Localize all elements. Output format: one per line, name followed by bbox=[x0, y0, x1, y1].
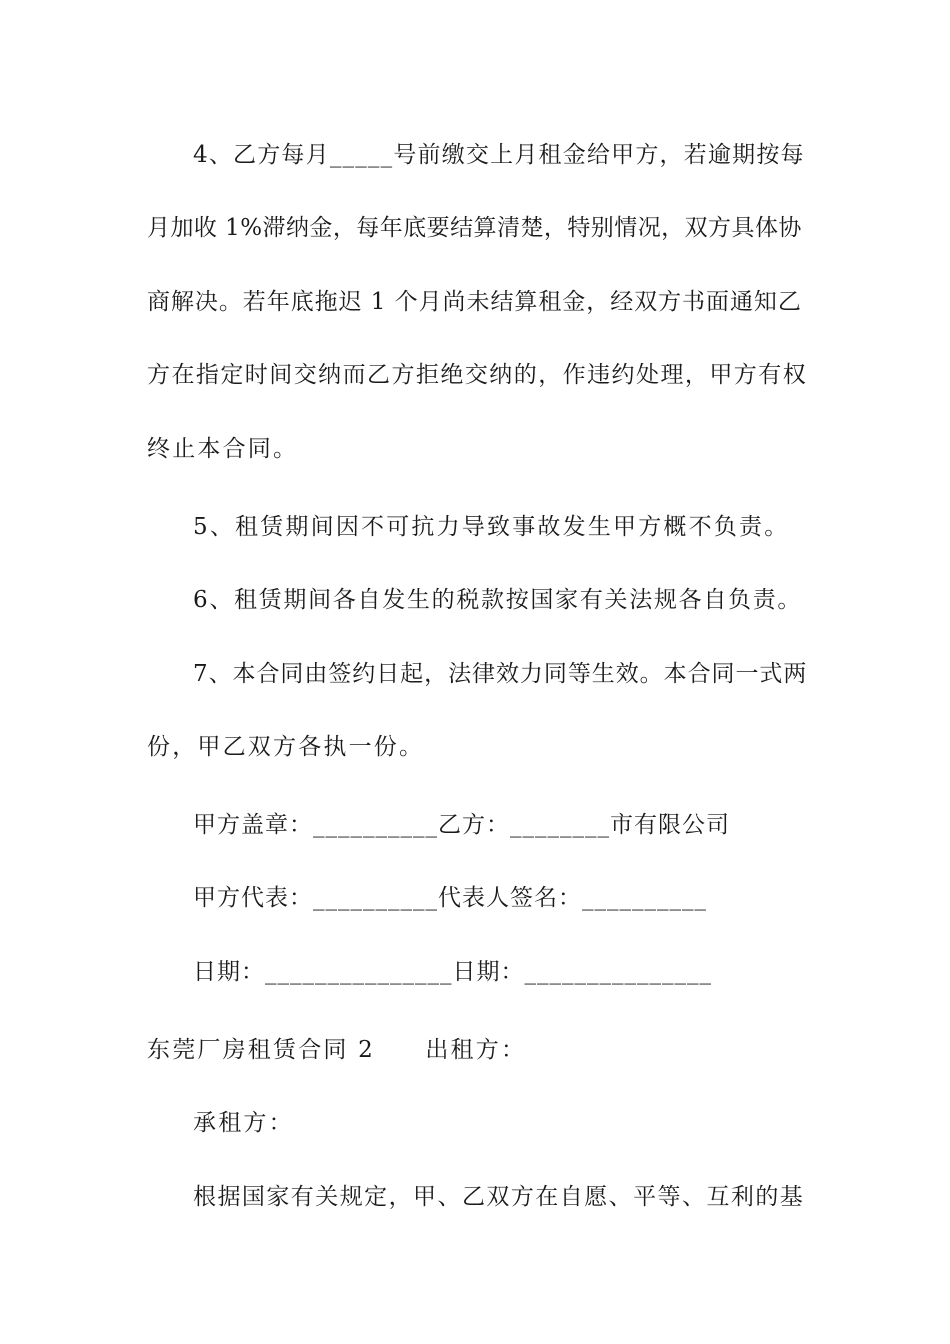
clause-7-line-1: 7、本合同由签约日起，法律效力同等生效。本合同一式两 bbox=[193, 661, 808, 687]
contract-2-title-line: 东莞厂房租赁合同 2 出租方： bbox=[147, 1037, 527, 1063]
clause-6: 6、租赁期间各自发生的税款按国家有关法规各自负责。 bbox=[193, 587, 803, 613]
clause-4-line-5: 终止本合同。 bbox=[147, 436, 299, 462]
contract-2-intro-line: 根据国家有关规定，甲、乙双方在自愿、平等、互利的基 bbox=[193, 1184, 805, 1210]
clause-4-line-4: 方在指定时间交纳而乙方拒绝交纳的，作违约处理，甲方有权 bbox=[147, 362, 808, 388]
clause-4-line-3: 商解决。若年底拖迟 1 个月尚未结算租金，经双方书面通知乙 bbox=[147, 289, 802, 315]
signature-representative-line: 甲方代表：__________代表人签名：__________ bbox=[193, 885, 707, 911]
contract-2-lessee: 承租方： bbox=[193, 1110, 294, 1136]
signature-date-line: 日期：_______________日期：_______________ bbox=[193, 959, 712, 985]
clause-5: 5、租赁期间因不可抗力导致事故发生甲方概不负责。 bbox=[193, 514, 790, 540]
clause-7-line-2: 份，甲乙双方各执一份。 bbox=[147, 734, 425, 760]
clause-4-line-1: 4、乙方每月_____号前缴交上月租金给甲方，若逾期按每 bbox=[193, 142, 805, 168]
clause-4-line-2: 月加收 1%滞纳金，每年底要结算清楚，特别情况，双方具体协 bbox=[147, 215, 802, 241]
signature-seal-line: 甲方盖章：__________乙方：________市有限公司 bbox=[193, 812, 730, 838]
